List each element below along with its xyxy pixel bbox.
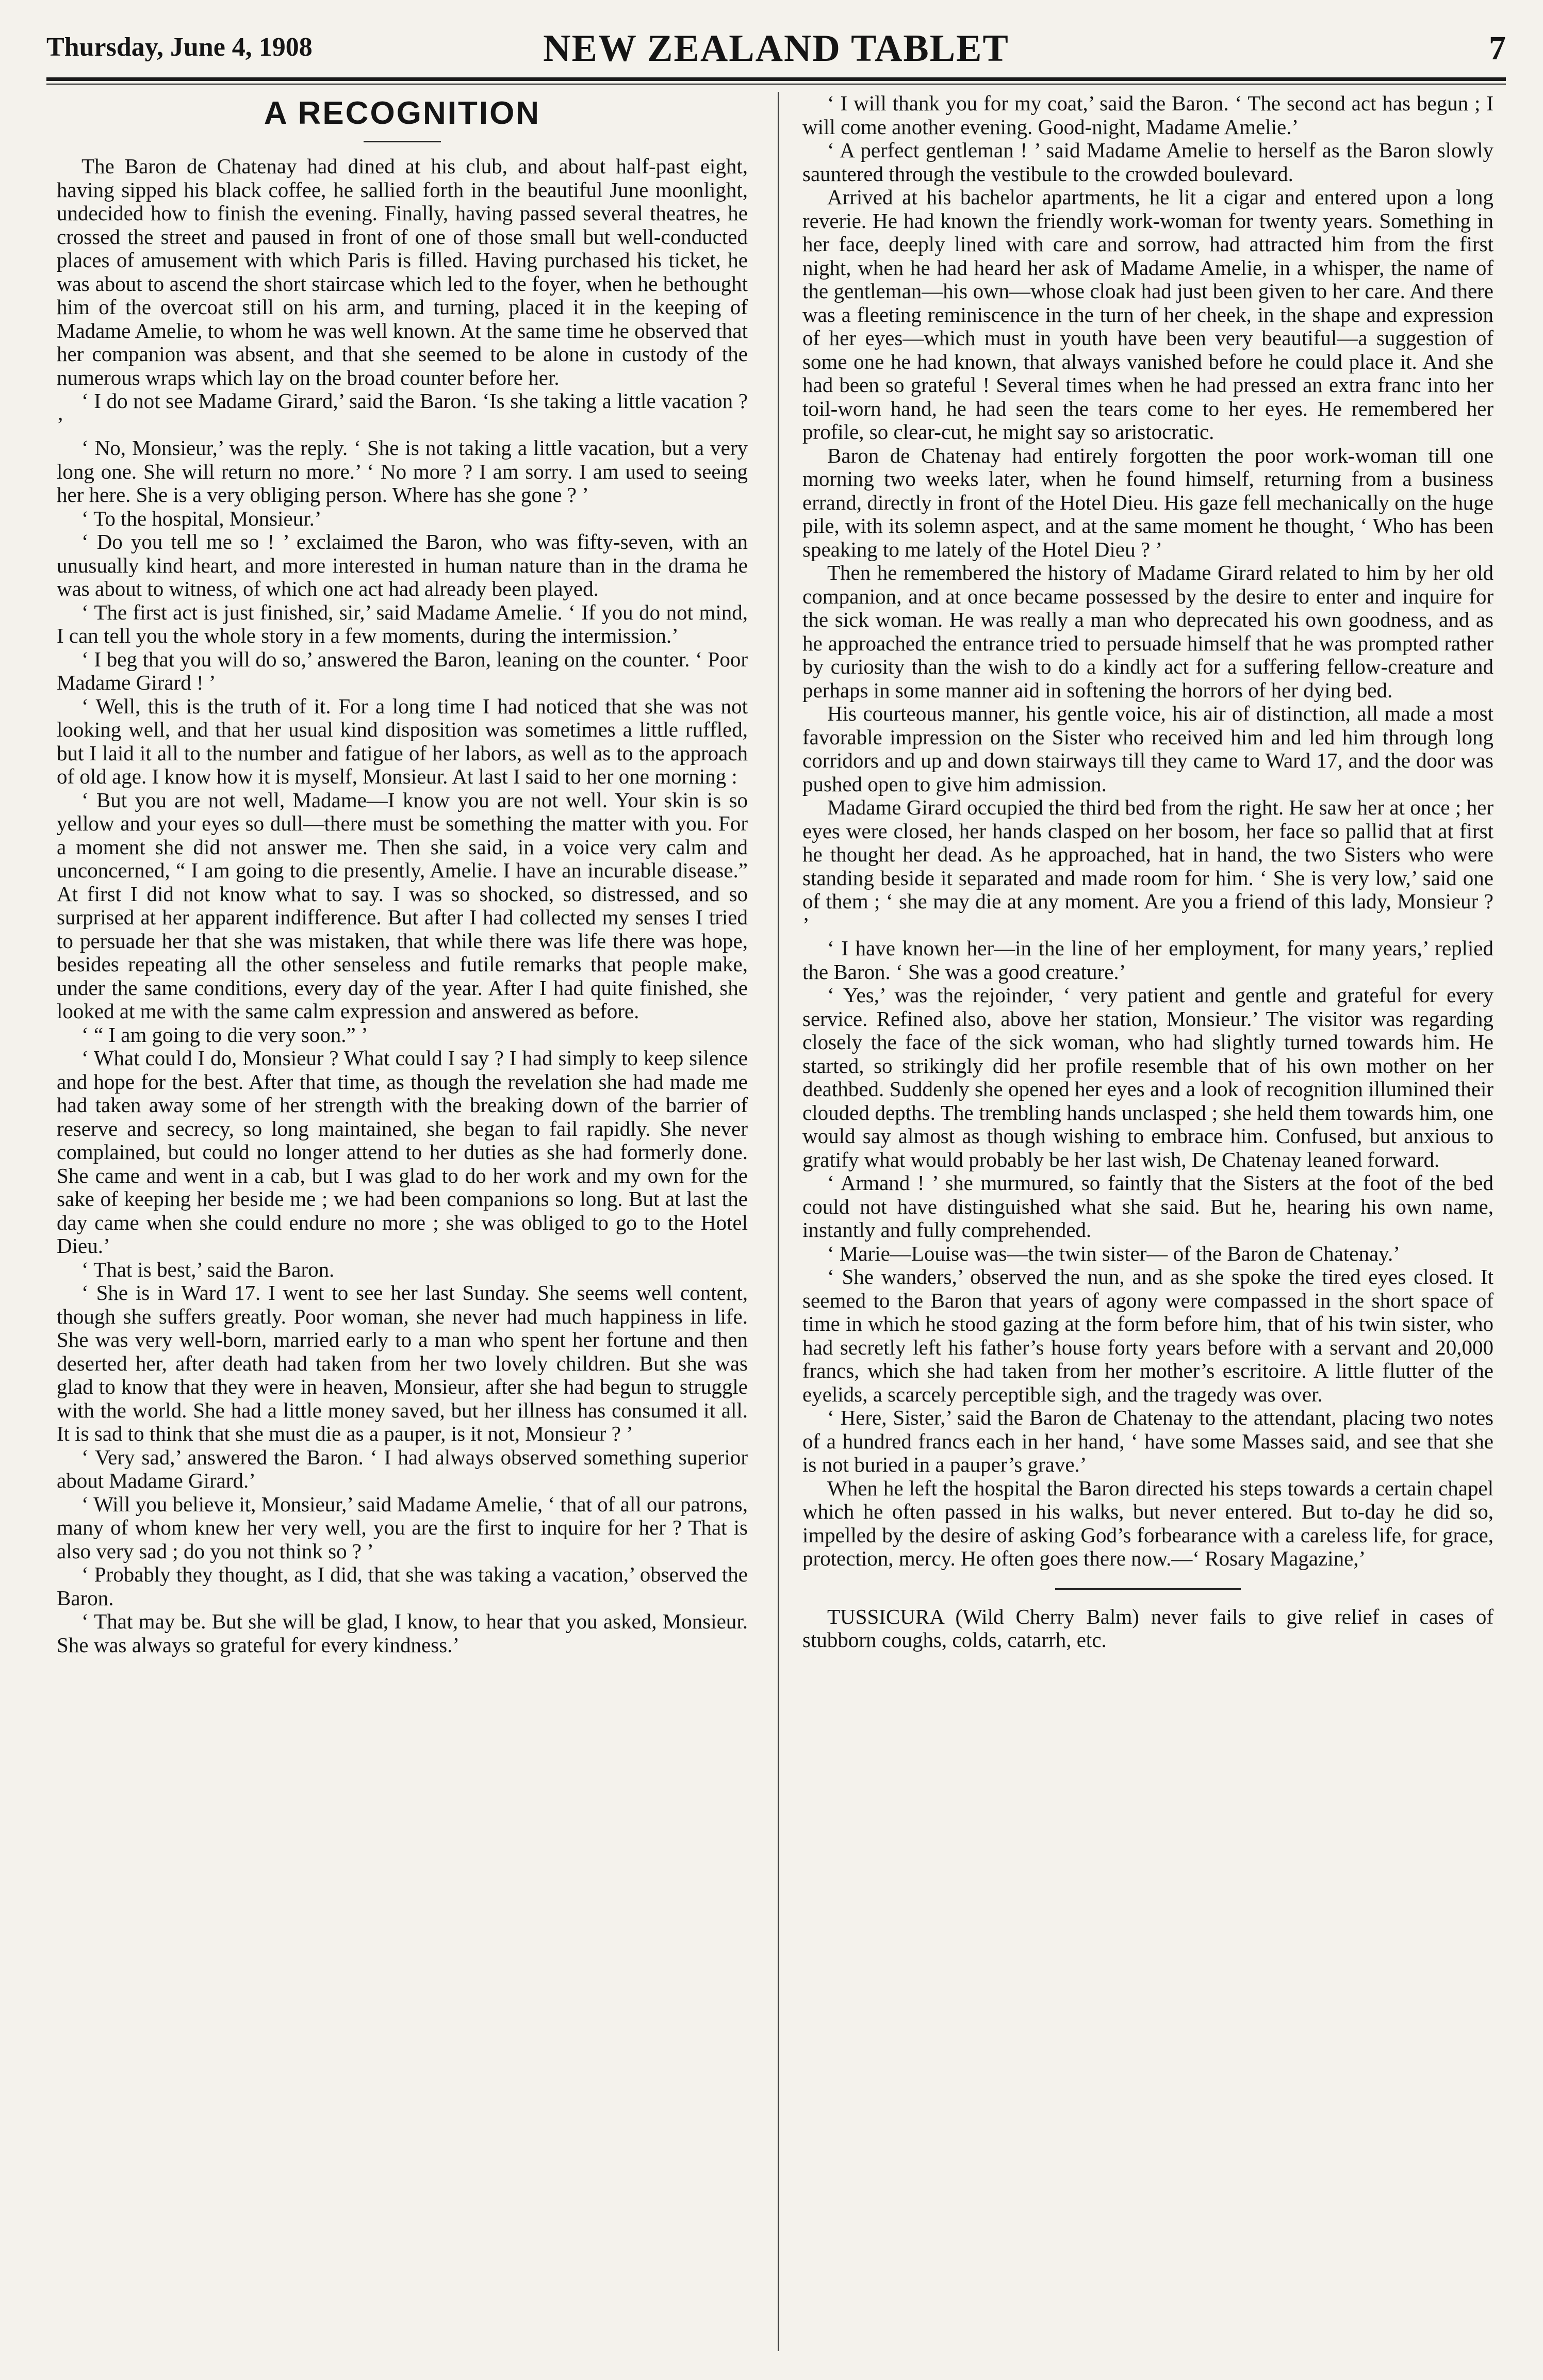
- article-paragraph: ‘ But you are not well, Madame—I know you are not well. Your skin is so yellow and your eyes so dull—there must be something the matter with you. For a moment she did not answer me. Then she said, in a voice very calm and unconcerned, “ I am going to die presently, Amelie. I have an incurable disease.” At first I did not know what to say. I was so shocked, so distressed, and so surprised at her apparent indifference. But after I had collected my senses I tried to persuade her that she was mistaken, that while there was life there was hope, besides repeating all the other senseless and futile remarks that people make, under the same conditions, every day of the year. After I had quite finished, she looked at me with the same calm expression and answered as before.: [57, 788, 748, 1023]
- page-number: 7: [1489, 29, 1506, 67]
- article-paragraph: ‘ Yes,’ was the rejoinder, ‘ very patient and gentle and grateful for every service. Refined also, above her station, Monsieur.’ The visitor was regarding closely the face of the sick woman, who had slightly turned towards him. He started, so strikingly did her profile resemble that of his own mother on her deathbed. Suddenly she opened her eyes and a look of recognition illumined their clouded depths. The trembling hands unclasped ; she held them towards him, one would say almost as though wishing to embrace him. Confused, but anxious to gratify what would probably be her last wish, De Chatenay leaned forward.: [802, 983, 1493, 1171]
- article-paragraph: ‘ I will thank you for my coat,’ said the Baron. ‘ The second act has begun ; I will come another evening. Good-night, Madame Amelie.’: [802, 92, 1493, 139]
- right-column-body: [802, 92, 1493, 1571]
- right-column: [802, 92, 1493, 2351]
- article-paragraph: ‘ Well, this is the truth of it. For a long time I had noticed that she was not looking well, and that her usual kind disposition was sometimes a little ruffled, but I laid it all to the number and fatigue of her labors, as well as to the approach of old age. I know how it is myself, Monsieur. At last I said to her one morning :: [57, 694, 748, 788]
- tussicura-advert: TUSSICURA (Wild Cherry Balm) never fails to give relief in cases of stubborn coughs, colds, catarrh, etc.: [802, 1604, 1493, 1652]
- article-paragraph: ‘ Do you tell me so ! ’ exclaimed the Baron, who was fifty-seven, with an unusually kind heart, and more interested in human nature than in the drama he was about to witness, of which one act had already been played.: [57, 530, 748, 600]
- article-paragraph: ‘ She is in Ward 17. I went to see her last Sunday. She seems well content, though she suffers greatly. Poor woman, she never had much happiness in life. She was very well-born, married early to a man who spent her fortune and then deserted her, after death had taken from her two lovely children. But she was glad to know that they were in heaven, Monsieur, after she had begun to struggle with the world. She had a little money saved, but her illness has consumed it all. It is sad to think that she must die as a pauper, is it not, Monsieur ? ’: [57, 1281, 748, 1445]
- article-paragraph: ‘ What could I do, Monsieur ? What could I say ? I had simply to keep silence and hope for the best. After that time, as though the revelation she had made me had taken away some of her strength with the breaking down of the barrier of reserve and secrecy, so long maintained, she began to fail rapidly. She never complained, but could no longer attend to her duties as she had formerly done. She came and went in a cab, but I was glad to do her work and my own for the sake of keeping her beside me ; we had been companions so long. But at last the day came when she could endure no more ; she was obliged to go to the Hotel Dieu.’: [57, 1046, 748, 1258]
- article-paragraph: ‘ A perfect gentleman ! ’ said Madame Amelie to herself as the Baron slowly sauntered through the vestibule to the crowded boulevard.: [802, 138, 1493, 186]
- article-paragraph: The Baron de Chatenay had dined at his club, and about half-past eight, having sipped his black coffee, he sallied forth in the beautiful June moonlight, undecided how to finish the evening. Finally, having passed several theatres, he crossed the street and paused in front of one of those small but well-conducted places of amusement with which Paris is filled. Having purchased his ticket, he was about to ascend the short staircase which led to the foyer, when he bethought him of the overcoat still on his arm, and turning, placed it in the keeping of Madame Amelie, to whom he was well known. At the same time he observed that her companion was absent, and that she seemed to be alone in custody of the numerous wraps which lay on the broad counter before her.: [57, 154, 748, 389]
- newspaper-title: NEW ZEALAND TABLET: [543, 27, 1009, 70]
- article-paragraph: Arrived at his bachelor apartments, he lit a cigar and entered upon a long reverie. He had known the friendly work-woman for twenty years. Something in her face, deeply lined with care and sorrow, had attracted him from the first night, when he had heard her ask of Madame Amelie, in a whisper, the name of the gentleman—his own—whose cloak had just been given to her care. And there was a fleeting reminiscence in the turn of her cheek, in the shape and expression of her eyes—which must in youth have been very beautiful—a suggestion of some one he had known, that always vanished before he could place it. And she had been so grateful ! Several times when he had pressed an extra franc into her toil-worn hand, he had seen the tears come to her eyes. He remembered her profile, so clear-cut, he might say so aristocratic.: [802, 185, 1493, 444]
- article-paragraph: His courteous manner, his gentle voice, his air of distinction, all made a most favorable impression on the Sister who received him and led him through long corridors and up and down stairways till they came to Ward 17, and the door was pushed open to give him admission.: [802, 702, 1493, 796]
- article-paragraph: ‘ I beg that you will do so,’ answered the Baron, leaning on the counter. ‘ Poor Madame Girard ! ’: [57, 647, 748, 694]
- title-rule: [364, 141, 441, 142]
- article-paragraph: ‘ I do not see Madame Girard,’ said the Baron. ‘Is she taking a little vacation ? ’: [57, 389, 748, 436]
- article-paragraph: ‘ Will you believe it, Monsieur,’ said Madame Amelie, ‘ that of all our patrons, many of whom knew her very well, you are the first to inquire for her ? That is also very sad ; do you not think so ? ’: [57, 1492, 748, 1563]
- column-divider: [778, 92, 779, 2351]
- article-paragraph: ‘ Armand ! ’ she murmured, so faintly that the Sisters at the foot of the bed could not have distinguished what she said. But he, hearing his own name, instantly and fully comprehended.: [802, 1171, 1493, 1242]
- article-paragraph: ‘ Probably they thought, as I did, that she was taking a vacation,’ observed the Baron.: [57, 1562, 748, 1610]
- article-paragraph: ‘ I have known her—in the line of her employment, for many years,’ replied the Baron. ‘ She was a good creature.’: [802, 936, 1493, 984]
- article-paragraph: ‘ Here, Sister,’ said the Baron de Chatenay to the attendant, placing two notes of a hundred francs each in her hand, ‘ have some Masses said, and see that she is not buried in a pauper’s grave.’: [802, 1406, 1493, 1476]
- article-paragraph: ‘ Marie—Louise was—the twin sister— of the Baron de Chatenay.’: [827, 1241, 1400, 1265]
- article-paragraph: ‘ That is best,’ said the Baron.: [81, 1257, 335, 1281]
- article-paragraph: ‘ That may be. But she will be glad, I know, to hear that you asked, Monsieur. She was always so grateful for every kindness.’: [57, 1609, 748, 1657]
- article-paragraph: ‘ She wanders,’ observed the nun, and as she spoke the tired eyes closed. It seemed to the Baron that years of agony were compassed in the short space of time in which he stood gazing at the form before him, that of his twin sister, who had secretly left his father’s house forty years before with a servant and 20,000 francs, which she had taken from her mother’s escritoire. A little flutter of the eyelids, a scarcely perceptible sigh, and the tragedy was over.: [802, 1265, 1493, 1406]
- article-paragraph: ‘ The first act is just finished, sir,’ said Madame Amelie. ‘ If you do not mind, I can tell you the whole story in a few moments, during the intermission.’: [57, 600, 748, 647]
- article-paragraph: ‘ No, Monsieur,’ was the reply. ‘ She is not taking a little vacation, but a very long one. She will return no more.’ ‘ No more ? I am sorry. I am used to seeing her here. She is a very obliging person. Where has she gone ? ’: [57, 436, 748, 507]
- article-title: A RECOGNITION: [264, 95, 541, 131]
- article-paragraph: ‘ Very sad,’ answered the Baron. ‘ I had always observed something superior about Madame Girard.’: [57, 1445, 748, 1492]
- article-end-rule: [1055, 1588, 1241, 1590]
- masthead-rule: [46, 77, 1506, 81]
- article-paragraph: ‘ “ I am going to die very soon.” ’: [81, 1022, 368, 1047]
- article-paragraph: ‘ To the hospital, Monsieur.’: [81, 506, 322, 530]
- left-column: [57, 92, 748, 2351]
- article-paragraph: Madame Girard occupied the third bed from the right. He saw her at once ; her eyes were closed, her hands clasped on her bosom, her face so pallid that at first he thought her dead. As he approached, hat in hand, the two Sisters who were standing beside it separated and made room for him. ‘ She is very low,’ said one of them ; ‘ she may die at any moment. Are you a friend of this lady, Monsieur ? ’: [802, 795, 1493, 937]
- masthead-rule-thin: [46, 84, 1506, 85]
- left-column-body: [57, 155, 748, 1657]
- issue-date: Thursday, June 4, 1908: [46, 32, 313, 62]
- article-paragraph: Baron de Chatenay had entirely forgotten the poor work-woman till one morning two weeks later, when he found himself, returning from a business errand, directly in front of the Hotel Dieu. His gaze fell mechanically on the huge pile, with its solemn aspect, and at the same moment he thought, ‘ Who has been speaking to me lately of the Hotel Dieu ? ’: [802, 443, 1493, 561]
- article-paragraph: When he left the hospital the Baron directed his steps towards a certain chapel which he often passed in his walks, but never entered. But to-day he did so, impelled by the desire of asking God’s forbearance with a careless life, for grace, protection, mercy. He often goes there now.—‘ Rosary Magazine,’: [802, 1476, 1493, 1570]
- masthead: [46, 27, 1506, 76]
- article-paragraph: Then he remembered the history of Madame Girard related to him by her old companion, and at once became possessed by the desire to enter and inquire for the sick woman. He was really a man who deprecated his own goodness, and as he approached the entrance tried to persuade himself that he was prompted rather by curiosity than the wish to do a kindly act for a suffering fellow-creature and perhaps in some manner aid in softening the horrors of her dying bed.: [802, 561, 1493, 702]
